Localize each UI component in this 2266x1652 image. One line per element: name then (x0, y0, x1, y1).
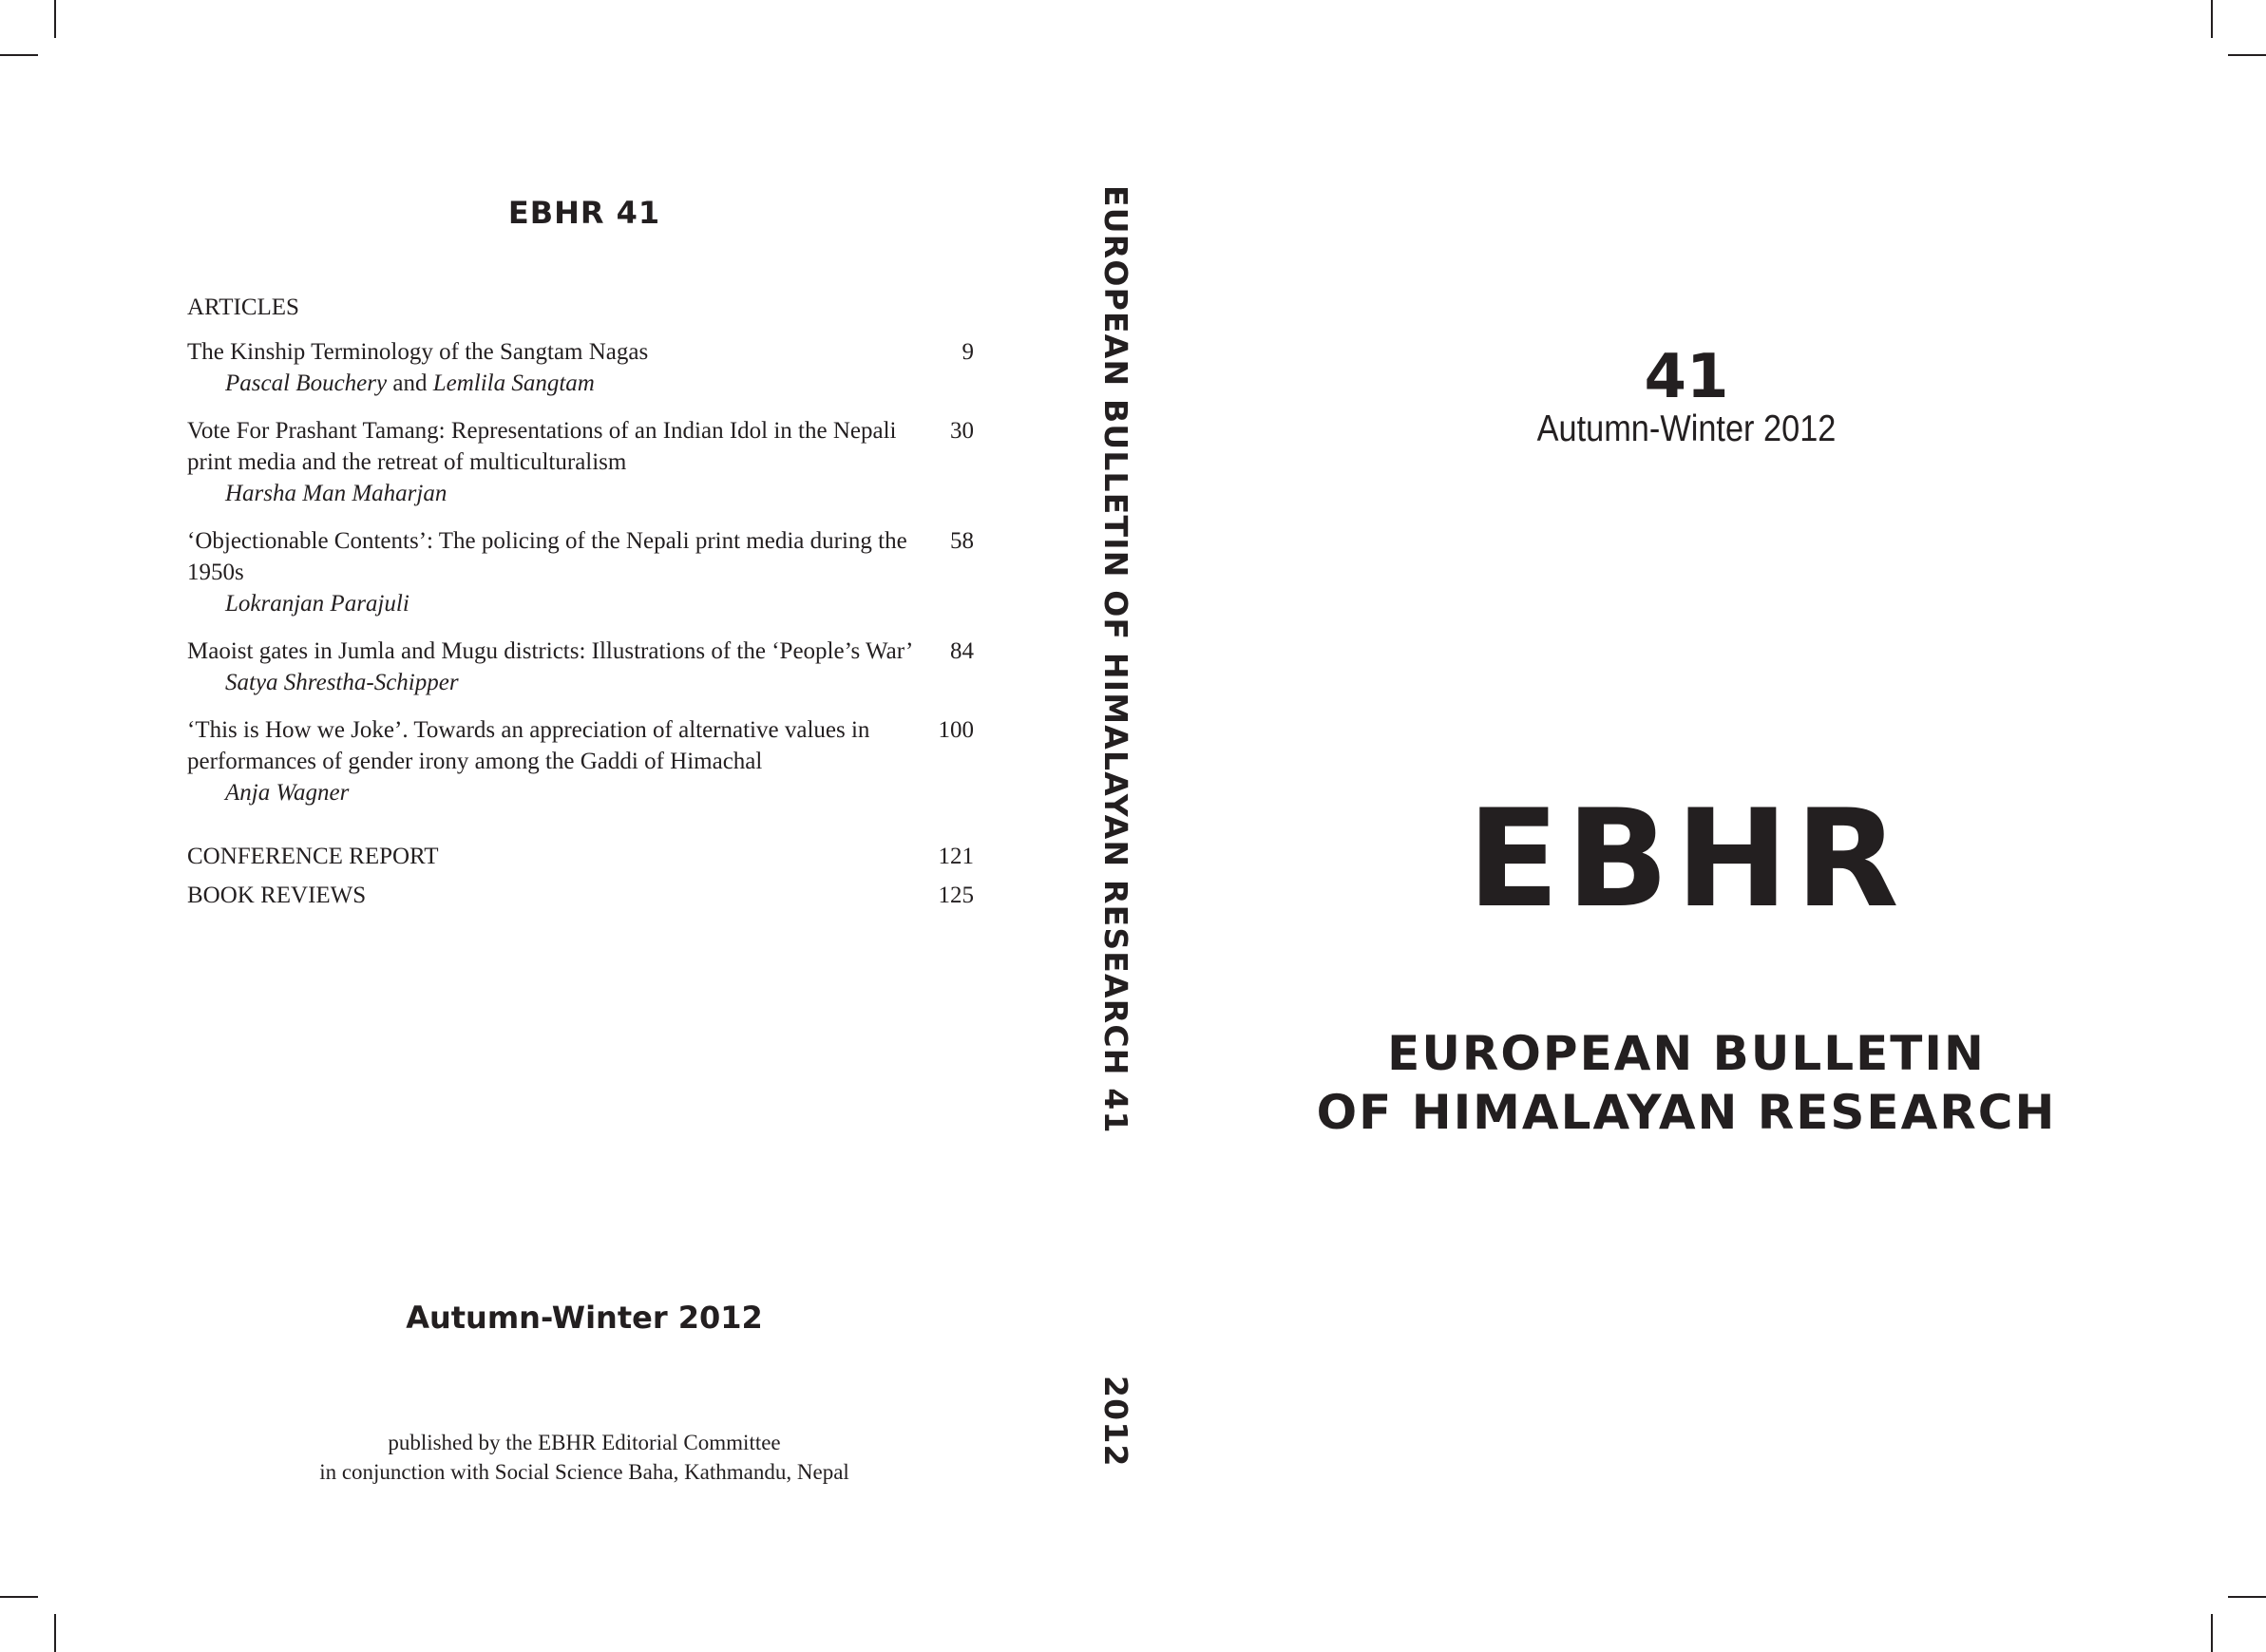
table-of-contents (187, 292, 974, 915)
conference-report-row (187, 837, 974, 877)
toc-entry (187, 415, 974, 509)
author-joiner: and (392, 370, 428, 396)
article-author: Lemlila Sangtam (432, 370, 595, 396)
article-authors (187, 368, 945, 399)
article-title: ‘Objectionable Contents’: The policing of the Nepali print media during the 1950s (187, 528, 907, 585)
articles-label: ARTICLES (187, 294, 299, 320)
toc-entry (187, 336, 974, 399)
conference-report-label: CONFERENCE REPORT (187, 844, 439, 869)
crop-mark (2211, 0, 2213, 38)
crop-mark (2228, 54, 2266, 56)
publisher-line: published by the EBHR Editorial Committee (388, 1431, 781, 1454)
page-number: 58 (950, 528, 974, 554)
journal-full-title (1207, 1024, 2166, 1142)
page-number: 125 (938, 883, 974, 908)
back-cover-title: EBHR 41 (507, 195, 661, 231)
crop-mark (0, 54, 38, 56)
article-author: Harsha Man Maharjan (225, 481, 447, 506)
book-reviews-row (187, 877, 974, 915)
article-title: The Kinship Terminology of the Sangtam Nagas (187, 339, 649, 365)
crop-mark (54, 1614, 56, 1652)
page-number: 30 (950, 418, 974, 444)
publisher-line: in conjunction with Social Science Baha, Kathmandu, Nepal (319, 1460, 849, 1484)
articles-heading (187, 292, 974, 323)
issue-number: 41 (1644, 342, 1729, 412)
page-number: 100 (938, 717, 974, 743)
book-reviews-label: BOOK REVIEWS (187, 883, 367, 908)
journal-acronym: EBHR (1467, 781, 1906, 938)
article-author: Anja Wagner (225, 780, 350, 806)
article-title: ‘This is How we Joke’. Towards an appreciation of alternative values in performances of gender irony among the Gaddi of Himachal (187, 717, 870, 774)
crop-mark (0, 1596, 38, 1598)
spine-title: EUROPEAN BULLETIN OF HIMALAYAN RESEARCH 41 (1097, 185, 1134, 1134)
article-author: Pascal Bouchery (225, 370, 388, 396)
publisher-note (143, 1428, 1026, 1487)
page-number: 9 (962, 339, 974, 365)
spine-year: 2012 (1097, 1376, 1134, 1468)
article-author: Lokranjan Parajuli (225, 591, 409, 617)
article-title: Vote For Prashant Tamang: Representations of an Indian Idol in the Nepali print media and the retreat of multiculturalism (187, 418, 897, 475)
crop-mark (2211, 1614, 2213, 1652)
article-author: Satya Shrestha-Schipper (225, 670, 459, 695)
title-line: OF HIMALAYAN RESEARCH (1316, 1085, 2057, 1140)
toc-entry (187, 636, 974, 698)
article-title: Maoist gates in Jumla and Mugu districts: Illustrations of the ‘People’s War’ (187, 638, 914, 664)
crop-mark (54, 0, 56, 38)
page-number: 121 (938, 844, 974, 869)
back-cover-date: Autumn-Winter 2012 (406, 1300, 763, 1336)
toc-entry (187, 714, 974, 808)
toc-entry (187, 525, 974, 619)
crop-mark (2228, 1596, 2266, 1598)
title-line: EUROPEAN BULLETIN (1387, 1026, 1986, 1081)
page-number: 84 (950, 638, 974, 664)
issue-date: Autumn-Winter 2012 (1536, 408, 1837, 449)
